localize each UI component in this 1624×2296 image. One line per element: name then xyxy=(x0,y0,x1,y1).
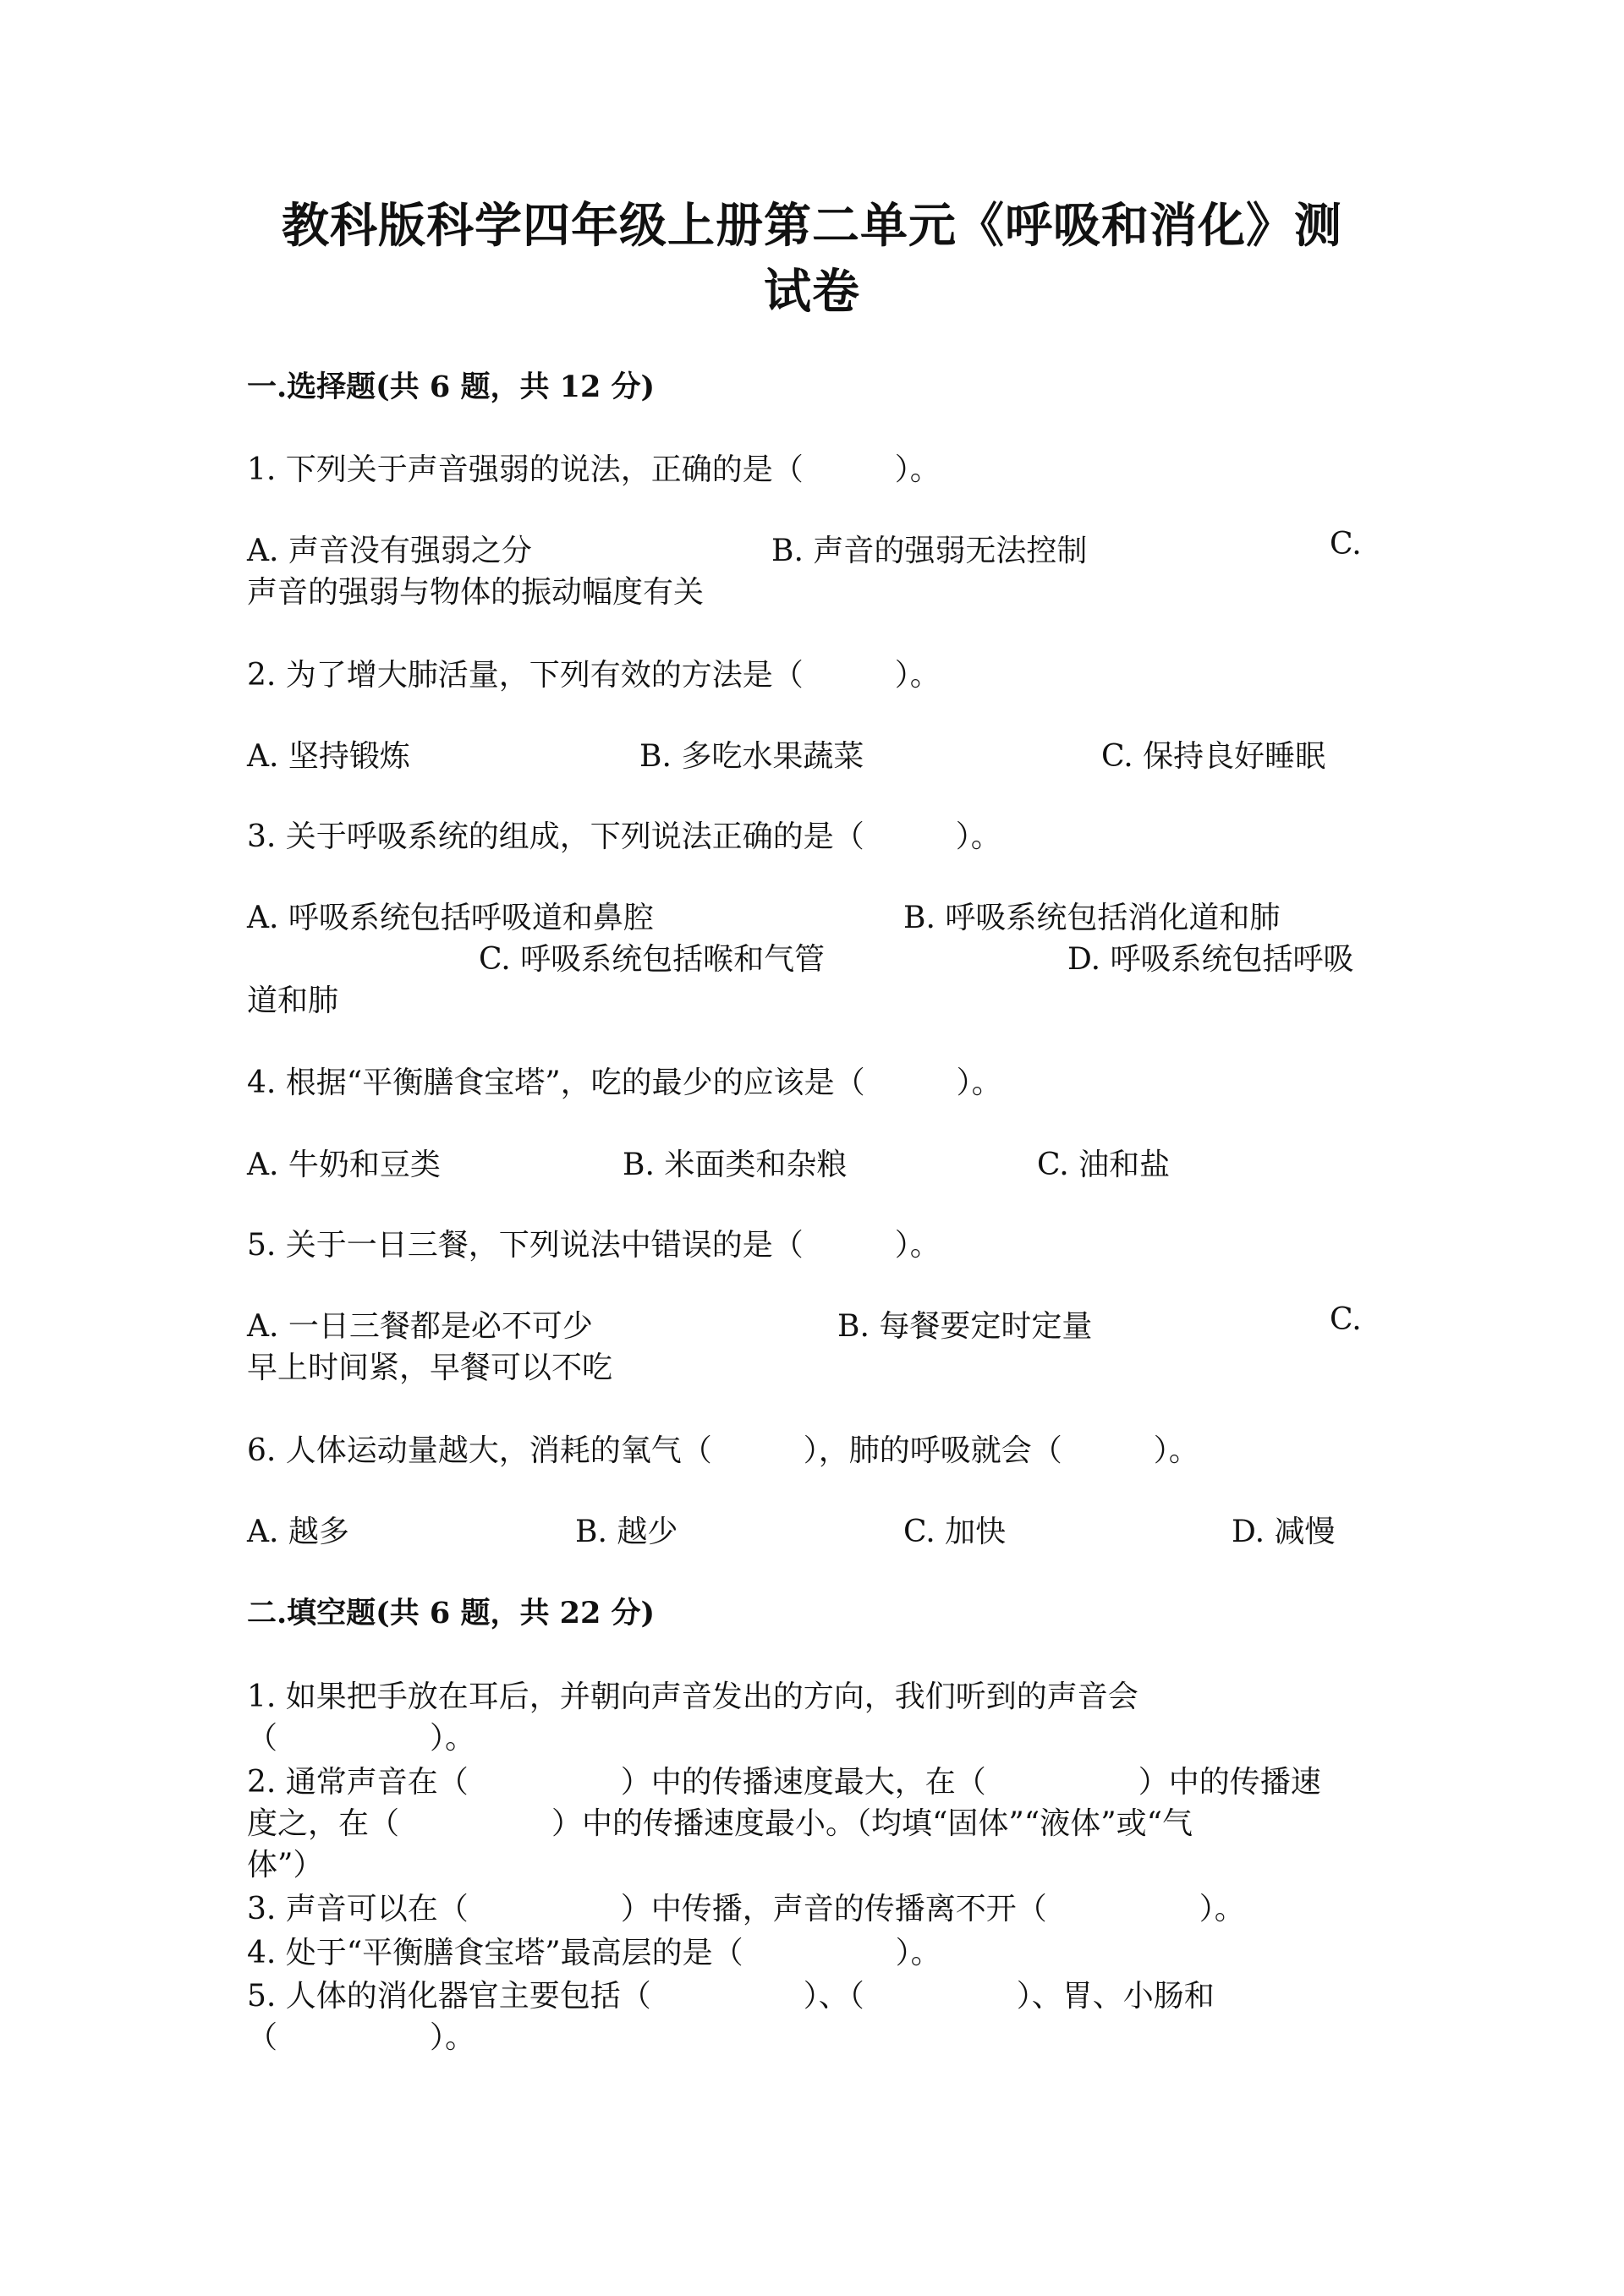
q3-option-d-cont: 道和肺 xyxy=(247,984,339,1018)
q1-option-c-label: C. xyxy=(1330,527,1362,562)
fill-line: 1. 如果把手放在耳后，并朝向声音发出的方向，我们听到的声音会 xyxy=(247,1680,1138,1714)
page-title: 教科版科学四年级上册第二单元《呼吸和消化》测 试卷 xyxy=(282,198,1342,320)
q1-option-b: B. 声音的强弱无法控制 xyxy=(771,534,1088,568)
q1-option-a: A. 声音没有强弱之分 xyxy=(247,534,532,568)
q5-option-c-label: C. xyxy=(1330,1302,1362,1337)
q3-option-b: B. 呼吸系统包括消化道和肺 xyxy=(903,901,1281,935)
q3-option-a: A. 呼吸系统包括呼吸道和鼻腔 xyxy=(247,901,654,935)
q6-option-b: B. 越少 xyxy=(575,1515,678,1549)
q6-option-a: A. 越多 xyxy=(247,1515,349,1549)
question-4: 4. 根据“平衡膳食宝塔”，吃的最少的应该是（ ）。 xyxy=(247,1066,1002,1100)
q2-option-b: B. 多吃水果蔬菜 xyxy=(639,739,864,774)
question-3: 3. 关于呼吸系统的组成，下列说法正确的是（ ）。 xyxy=(247,819,1001,854)
section-heading-fill: 二.填空题(共 6 题，共 22 分) xyxy=(247,1596,656,1630)
q4-option-a: A. 牛奶和豆类 xyxy=(247,1148,441,1182)
fill-line: 5. 人体的消化器官主要包括（ ）、（ ）、胃、小肠和 xyxy=(247,1979,1215,2014)
q3-option-c: C. 呼吸系统包括喉和气管 xyxy=(479,942,826,977)
q5-option-b: B. 每餐要定时定量 xyxy=(837,1309,1093,1344)
q2-option-c: C. 保持良好睡眠 xyxy=(1101,739,1326,774)
question-1: 1. 下列关于声音强弱的说法，正确的是（ ）。 xyxy=(247,452,941,487)
fill-line: 度之，在（ ）中的传播速度最小。（均填“固体”“液体”或“气 xyxy=(247,1806,1193,1841)
q6-option-c: C. 加快 xyxy=(903,1515,1007,1549)
section-heading-choice: 一.选择题(共 6 题，共 12 分) xyxy=(247,370,656,404)
q4-option-b: B. 米面类和杂粮 xyxy=(623,1148,848,1182)
question-5: 5. 关于一日三餐，下列说法中错误的是（ ）。 xyxy=(247,1228,941,1263)
q2-option-a: A. 坚持锻炼 xyxy=(247,739,410,774)
fill-line: 2. 通常声音在（ ）中的传播速度最大，在（ ）中的传播速 xyxy=(247,1765,1321,1800)
fill-line: （ ）。 xyxy=(247,1721,476,1756)
fill-line: （ ）。 xyxy=(247,2020,476,2055)
question-2: 2. 为了增大肺活量，下列有效的方法是（ ）。 xyxy=(247,658,941,693)
q6-option-d: D. 减慢 xyxy=(1232,1515,1336,1549)
fill-line: 体”） xyxy=(247,1848,324,1882)
q1-option-c-text: 声音的强弱与物体的振动幅度有关 xyxy=(247,575,705,610)
q5-option-c-text: 早上时间紧，早餐可以不吃 xyxy=(247,1351,613,1385)
question-6: 6. 人体运动量越大，消耗的氧气（ ），肺的呼吸就会（ ）。 xyxy=(247,1433,1199,1468)
q3-option-d: D. 呼吸系统包括呼吸 xyxy=(1067,942,1354,977)
q4-option-c: C. 油和盐 xyxy=(1037,1148,1171,1182)
q5-option-a: A. 一日三餐都是必不可少 xyxy=(247,1309,593,1344)
fill-line: 4. 处于“平衡膳食宝塔”最高层的是（ ）。 xyxy=(247,1936,941,1970)
fill-line: 3. 声音可以在（ ）中传播，声音的传播离不开（ ）。 xyxy=(247,1892,1245,1926)
